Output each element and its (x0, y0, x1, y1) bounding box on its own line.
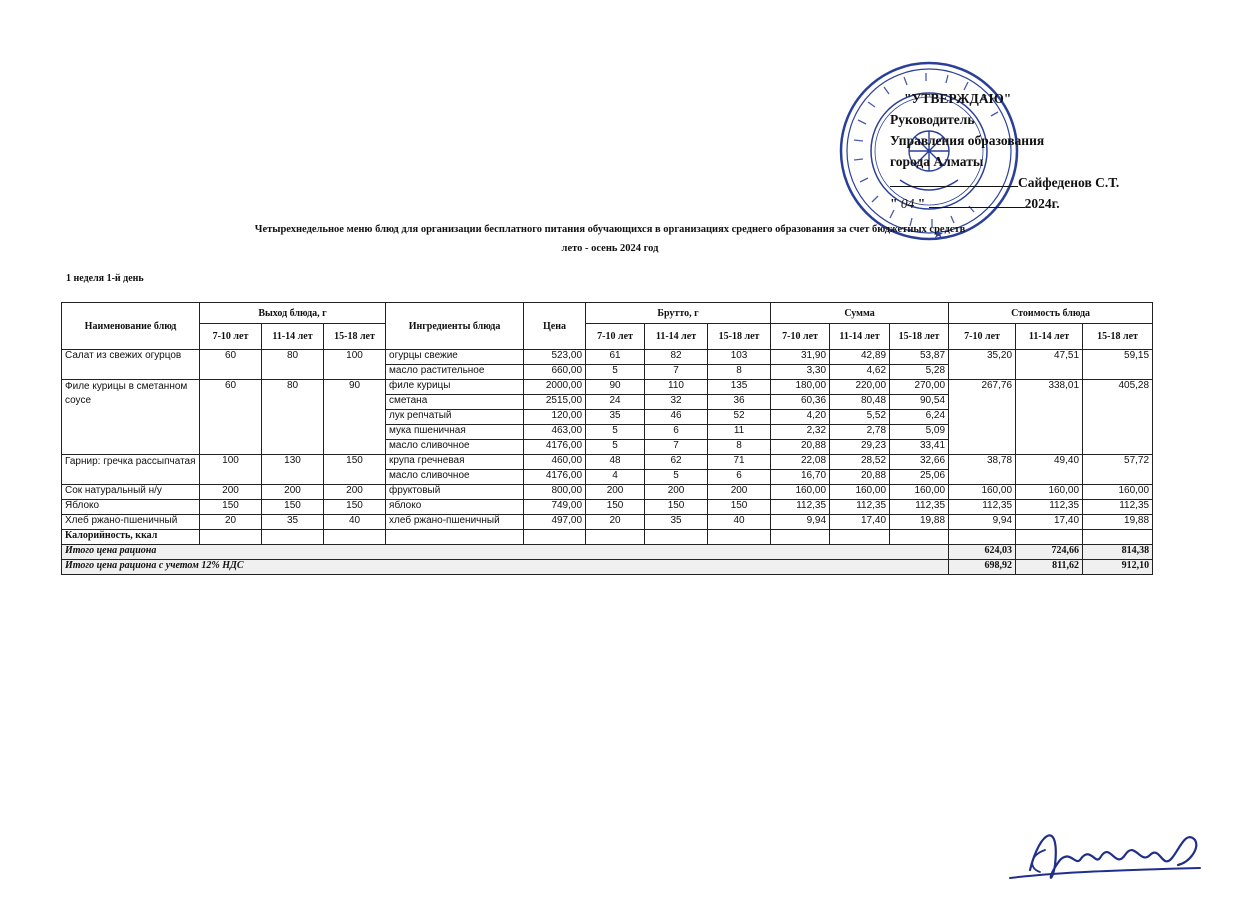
output-cell: 100 (324, 350, 386, 380)
brutto-cell: 135 (708, 380, 771, 395)
brutto-cell: 5 (586, 440, 645, 455)
price: 523,00 (524, 350, 586, 365)
cost-cell: 112,35 (1083, 500, 1153, 515)
table-row (62, 515, 1153, 530)
output-cell: 80 (262, 380, 324, 455)
price: 4176,00 (524, 470, 586, 485)
ingredient: филе курицы (386, 380, 524, 395)
table-row (62, 455, 1153, 470)
header-row-2 (62, 324, 1153, 350)
table-row (62, 350, 1153, 365)
approval-block (890, 88, 1150, 214)
sum-cell: 6,24 (890, 410, 949, 425)
ingredient: мука пшеничная (386, 425, 524, 440)
sum-cell: 42,89 (830, 350, 890, 365)
ingredient: лук репчатый (386, 410, 524, 425)
price: 2000,00 (524, 380, 586, 395)
header-dish-name: Наименование блюд (62, 303, 200, 350)
signature-icon (1000, 810, 1220, 900)
brutto-cell: 200 (586, 485, 645, 500)
header-age: 11-14 лет (830, 324, 890, 350)
sum-cell: 112,35 (771, 500, 830, 515)
output-cell: 20 (200, 515, 262, 530)
output-cell: 130 (262, 455, 324, 485)
sum-cell: 3,30 (771, 365, 830, 380)
brutto-cell: 61 (586, 350, 645, 365)
header-age: 15-18 лет (324, 324, 386, 350)
signature-line (890, 174, 1018, 187)
sum-cell: 17,40 (830, 515, 890, 530)
output-cell: 150 (324, 455, 386, 485)
price: 497,00 (524, 515, 586, 530)
output-cell: 80 (262, 350, 324, 380)
total-vat-value: 811,62 (1016, 560, 1083, 575)
cost-cell: 267,76 (949, 380, 1016, 455)
brutto-cell: 8 (708, 440, 771, 455)
ingredient: огурцы свежие (386, 350, 524, 365)
brutto-cell: 110 (645, 380, 708, 395)
approval-dept: Управления образования (890, 133, 1045, 148)
cost-cell: 17,40 (1016, 515, 1083, 530)
brutto-cell: 6 (645, 425, 708, 440)
brutto-cell: 150 (645, 500, 708, 515)
table-row (62, 500, 1153, 515)
table-row (62, 380, 1153, 395)
brutto-cell: 5 (645, 470, 708, 485)
sum-cell: 4,62 (830, 365, 890, 380)
sum-cell: 32,66 (890, 455, 949, 470)
header-age: 7-10 лет (949, 324, 1016, 350)
sum-cell: 9,94 (771, 515, 830, 530)
sum-cell: 5,28 (890, 365, 949, 380)
cost-cell: 19,88 (1083, 515, 1153, 530)
header-age: 15-18 лет (708, 324, 771, 350)
cost-cell: 59,15 (1083, 350, 1153, 380)
sum-cell: 5,52 (830, 410, 890, 425)
brutto-cell: 150 (708, 500, 771, 515)
approval-title: "УТВЕРЖДАЮ" (904, 91, 1012, 106)
cost-cell: 57,72 (1083, 455, 1153, 485)
brutto-cell: 11 (708, 425, 771, 440)
total-vat-row (62, 560, 1153, 575)
total-value: 624,03 (949, 545, 1016, 560)
ingredient: хлеб ржано-пшеничный (386, 515, 524, 530)
header-age: 15-18 лет (1083, 324, 1153, 350)
price: 800,00 (524, 485, 586, 500)
brutto-cell: 6 (708, 470, 771, 485)
output-cell: 200 (200, 485, 262, 500)
empty-cell (708, 530, 771, 545)
output-cell: 90 (324, 380, 386, 455)
table-row (62, 485, 1153, 500)
date-quote-close: " (917, 196, 926, 211)
brutto-cell: 62 (645, 455, 708, 470)
header-row-1 (62, 303, 1153, 324)
ingredient: фруктовый (386, 485, 524, 500)
sum-cell: 19,88 (890, 515, 949, 530)
sum-cell: 112,35 (890, 500, 949, 515)
approval-name: Сайфеденов С.Т. (1018, 175, 1120, 190)
sum-cell: 160,00 (890, 485, 949, 500)
total-label: Итого цена рациона (62, 545, 949, 560)
brutto-cell: 20 (586, 515, 645, 530)
sum-cell: 28,52 (830, 455, 890, 470)
ingredient: масло растительное (386, 365, 524, 380)
total-row (62, 545, 1153, 560)
date-day: 04 (900, 196, 915, 211)
brutto-cell: 5 (586, 365, 645, 380)
output-cell: 200 (324, 485, 386, 500)
cost-cell: 160,00 (1083, 485, 1153, 500)
brutto-cell: 8 (708, 365, 771, 380)
sum-cell: 5,09 (890, 425, 949, 440)
dish-name: Яблоко (62, 500, 200, 515)
date-quote-open: " (890, 196, 898, 211)
price: 463,00 (524, 425, 586, 440)
approval-city: города Алматы (890, 154, 984, 169)
ingredient: крупа гречневая (386, 455, 524, 470)
approval-signature-line (890, 172, 1150, 193)
sum-cell: 112,35 (830, 500, 890, 515)
brutto-cell: 200 (645, 485, 708, 500)
price: 749,00 (524, 500, 586, 515)
output-cell: 150 (200, 500, 262, 515)
sum-cell: 2,78 (830, 425, 890, 440)
output-cell: 150 (262, 500, 324, 515)
total-vat-label: Итого цена рациона с учетом 12% НДС (62, 560, 949, 575)
output-cell: 100 (200, 455, 262, 485)
brutto-cell: 52 (708, 410, 771, 425)
cost-cell: 35,20 (949, 350, 1016, 380)
sum-cell: 220,00 (830, 380, 890, 395)
price: 660,00 (524, 365, 586, 380)
dish-name: Гарнир: гречка рассыпчатая (62, 455, 200, 485)
cost-cell: 49,40 (1016, 455, 1083, 485)
empty-cell (324, 530, 386, 545)
sum-cell: 31,90 (771, 350, 830, 365)
brutto-cell: 200 (708, 485, 771, 500)
approval-role: Руководитель (890, 112, 975, 127)
approval-year: 2024г. (1024, 196, 1060, 211)
cost-cell: 160,00 (949, 485, 1016, 500)
sum-cell: 160,00 (771, 485, 830, 500)
output-cell: 60 (200, 380, 262, 455)
menu-table (61, 302, 1153, 575)
header-age: 11-14 лет (645, 324, 708, 350)
cost-cell: 405,28 (1083, 380, 1153, 455)
cost-cell: 112,35 (1016, 500, 1083, 515)
dish-name: Салат из свежих огурцов (62, 350, 200, 380)
calories-label: Калорийность, ккал (62, 530, 200, 545)
brutto-cell: 4 (586, 470, 645, 485)
sum-cell: 60,36 (771, 395, 830, 410)
brutto-cell: 90 (586, 380, 645, 395)
output-cell: 200 (262, 485, 324, 500)
dish-name: Филе курицы в сметанном соусе (62, 380, 200, 455)
brutto-cell: 32 (645, 395, 708, 410)
cost-cell: 9,94 (949, 515, 1016, 530)
empty-cell (1083, 530, 1153, 545)
total-vat-value: 912,10 (1083, 560, 1153, 575)
sum-cell: 25,06 (890, 470, 949, 485)
sum-cell: 16,70 (771, 470, 830, 485)
header-age: 7-10 лет (200, 324, 262, 350)
sum-cell: 29,23 (830, 440, 890, 455)
empty-cell (200, 530, 262, 545)
sum-cell: 2,32 (771, 425, 830, 440)
brutto-cell: 46 (645, 410, 708, 425)
output-cell: 60 (200, 350, 262, 380)
dish-name: Хлеб ржано-пшеничный (62, 515, 200, 530)
header-cost: Стоимость блюда (949, 303, 1153, 324)
document-title-line2: лето - осень 2024 год (561, 243, 659, 254)
brutto-cell: 36 (708, 395, 771, 410)
empty-cell (386, 530, 524, 545)
empty-cell (949, 530, 1016, 545)
sum-cell: 80,48 (830, 395, 890, 410)
empty-cell (524, 530, 586, 545)
header-age: 7-10 лет (771, 324, 830, 350)
sum-cell: 160,00 (830, 485, 890, 500)
cost-cell: 160,00 (1016, 485, 1083, 500)
brutto-cell: 7 (645, 440, 708, 455)
header-age: 11-14 лет (262, 324, 324, 350)
sum-cell: 33,41 (890, 440, 949, 455)
brutto-cell: 35 (586, 410, 645, 425)
empty-cell (890, 530, 949, 545)
price: 120,00 (524, 410, 586, 425)
brutto-cell: 103 (708, 350, 771, 365)
ingredient: сметана (386, 395, 524, 410)
brutto-cell: 24 (586, 395, 645, 410)
sum-cell: 20,88 (830, 470, 890, 485)
cost-cell: 38,78 (949, 455, 1016, 485)
calories-row (62, 530, 1153, 545)
dish-name: Сок натуральный н/у (62, 485, 200, 500)
approval-date (890, 193, 1150, 214)
brutto-cell: 48 (586, 455, 645, 470)
output-cell: 150 (324, 500, 386, 515)
header-age: 15-18 лет (890, 324, 949, 350)
header-sum: Сумма (771, 303, 949, 324)
price: 4176,00 (524, 440, 586, 455)
sum-cell: 20,88 (771, 440, 830, 455)
sum-cell: 270,00 (890, 380, 949, 395)
total-vat-value: 698,92 (949, 560, 1016, 575)
ingredient: яблоко (386, 500, 524, 515)
sum-cell: 180,00 (771, 380, 830, 395)
brutto-cell: 5 (586, 425, 645, 440)
output-cell: 40 (324, 515, 386, 530)
brutto-cell: 40 (708, 515, 771, 530)
ingredient: масло сливочное (386, 440, 524, 455)
cost-cell: 112,35 (949, 500, 1016, 515)
empty-cell (830, 530, 890, 545)
price: 460,00 (524, 455, 586, 470)
sum-cell: 22,08 (771, 455, 830, 470)
cost-cell: 47,51 (1016, 350, 1083, 380)
total-value: 814,38 (1083, 545, 1153, 560)
sum-cell: 90,54 (890, 395, 949, 410)
empty-cell (645, 530, 708, 545)
brutto-cell: 7 (645, 365, 708, 380)
empty-cell (1016, 530, 1083, 545)
header-output: Выход блюда, г (200, 303, 386, 324)
document-title-line1: Четырехнедельное меню блюд для организации бесплатного питания обучающихся в организациях среднего образования за счет бюджетных средств (254, 224, 966, 235)
brutto-cell: 71 (708, 455, 771, 470)
sum-cell: 4,20 (771, 410, 830, 425)
empty-cell (262, 530, 324, 545)
cost-cell: 338,01 (1016, 380, 1083, 455)
sum-cell: 53,87 (890, 350, 949, 365)
empty-cell (771, 530, 830, 545)
week-label: 1 неделя 1-й день (66, 273, 144, 284)
ingredient: масло сливочное (386, 470, 524, 485)
brutto-cell: 150 (586, 500, 645, 515)
header-price: Цена (524, 303, 586, 350)
date-month-line (929, 195, 1025, 208)
header-age: 7-10 лет (586, 324, 645, 350)
output-cell: 35 (262, 515, 324, 530)
header-age: 11-14 лет (1016, 324, 1083, 350)
brutto-cell: 82 (645, 350, 708, 365)
total-value: 724,66 (1016, 545, 1083, 560)
header-brutto: Брутто, г (586, 303, 771, 324)
empty-cell (586, 530, 645, 545)
header-ingredients: Ингредиенты блюда (386, 303, 524, 350)
brutto-cell: 35 (645, 515, 708, 530)
price: 2515,00 (524, 395, 586, 410)
